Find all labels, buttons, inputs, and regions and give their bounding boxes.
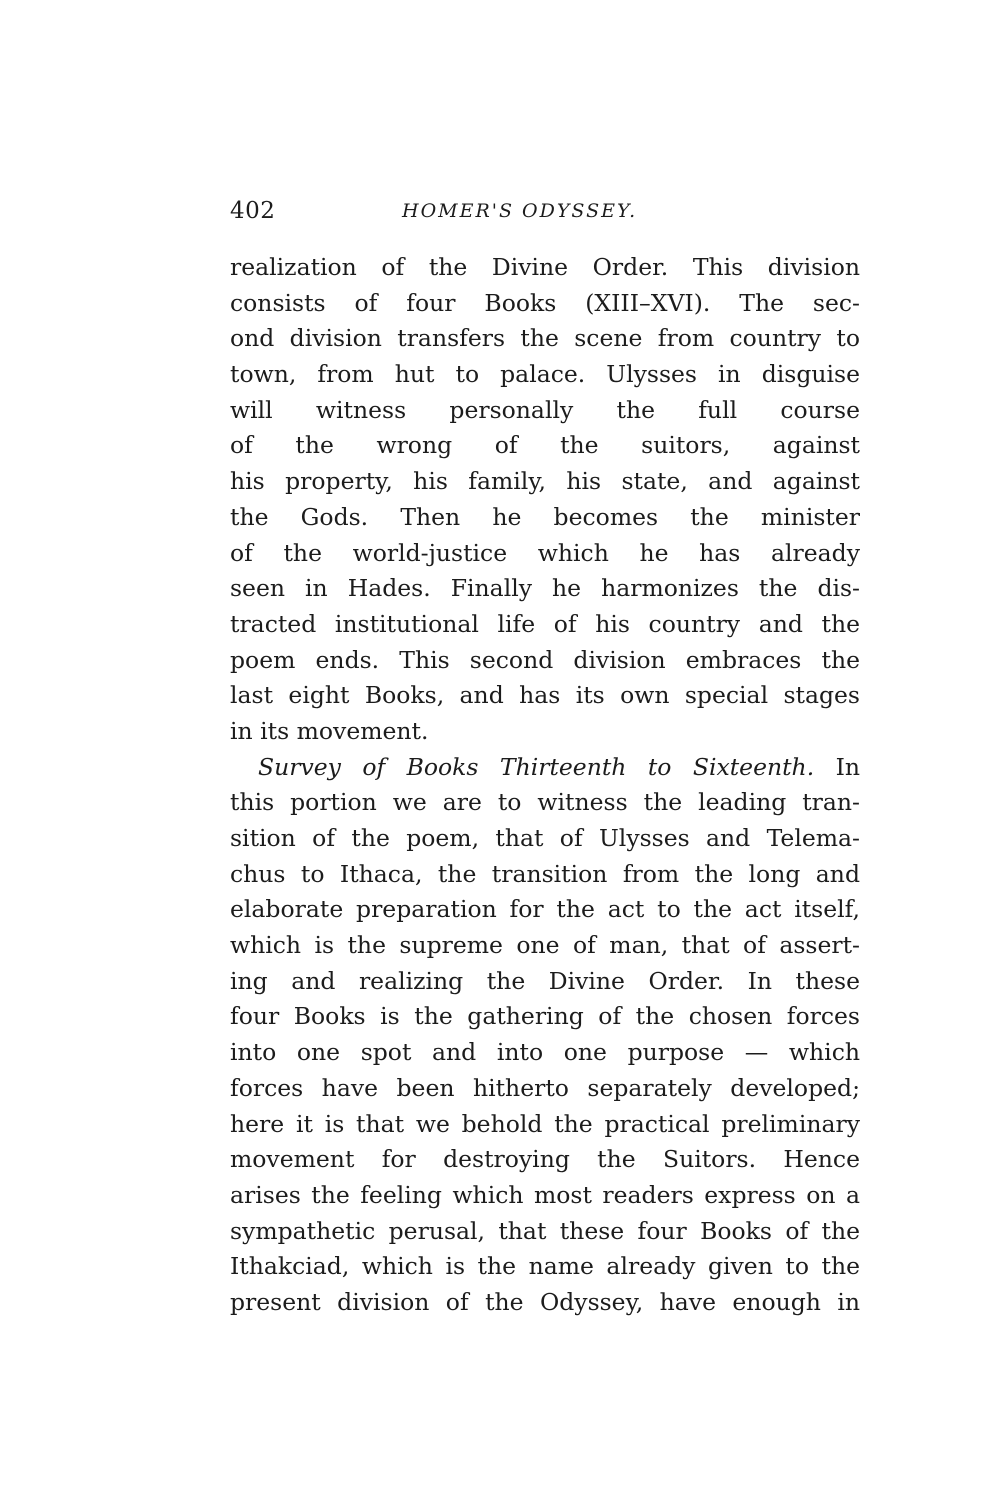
text-line: elaborate preparation for the act to the act itself, — [230, 895, 860, 924]
text-line: seen in Hades. Finally he harmonizes the dis- — [230, 574, 860, 603]
text-line: four Books is the gathering of the chosen forces — [230, 1002, 860, 1031]
text-line: will witness personally the full course — [230, 395, 860, 424]
text-line: of the world-justice which he has already — [230, 538, 860, 567]
text-line: last eight Books, and has its own special stages — [230, 681, 860, 710]
text-line: chus to Ithaca, the transition from the long and — [230, 859, 860, 888]
text-line: ing and realizing the Divine Order. In these — [230, 966, 860, 995]
text-line: town, from hut to palace. Ulysses in disguise — [230, 360, 860, 389]
section-heading-continuation: In — [814, 752, 861, 781]
text-line: here it is that we behold the practical preliminary — [230, 1109, 860, 1138]
text-line: this portion we are to witness the leading tran- — [230, 788, 860, 817]
text-line: arises the feeling which most readers express on a — [230, 1180, 860, 1209]
text-line: in its movement. — [230, 716, 429, 745]
text-line: which is the supreme one of man, that of assert- — [230, 931, 860, 960]
text-line: forces have been hitherto separately developed; — [230, 1073, 860, 1102]
text-line: consists of four Books (XIII–XVI). The sec- — [230, 288, 860, 317]
text-line: present division of the Odyssey, have enough in — [230, 1287, 860, 1316]
text-line: ond division transfers the scene from country to — [230, 324, 860, 353]
text-line: sympathetic perusal, that these four Books of the — [230, 1216, 860, 1245]
text-line: into one spot and into one purpose — which — [230, 1038, 860, 1067]
page-number: 402 — [230, 198, 276, 224]
text-line: realization of the Divine Order. This division — [230, 253, 860, 281]
text-line: of the wrong of the suitors, against — [230, 431, 860, 460]
section-heading-line — [230, 750, 860, 786]
text-line: tracted institutional life of his country and the — [230, 609, 860, 638]
text-line: movement for destroying the Suitors. Hence — [230, 1145, 860, 1174]
text-line: sition of the poem, that of Ulysses and Telema- — [230, 824, 860, 852]
text-line: his property, his family, his state, and against — [230, 467, 860, 496]
text-line: Ithakciad, which is the name already given to the — [230, 1252, 860, 1281]
section-heading: Survey of Books Thirteenth to Sixteenth. — [258, 752, 815, 781]
running-head: HOMER'S ODYSSEY. — [402, 200, 638, 222]
page-header — [230, 198, 860, 228]
text-line: the Gods. Then he becomes the minister — [230, 502, 860, 531]
body-text — [230, 250, 860, 1321]
text-line: poem ends. This second division embraces the — [230, 645, 860, 674]
